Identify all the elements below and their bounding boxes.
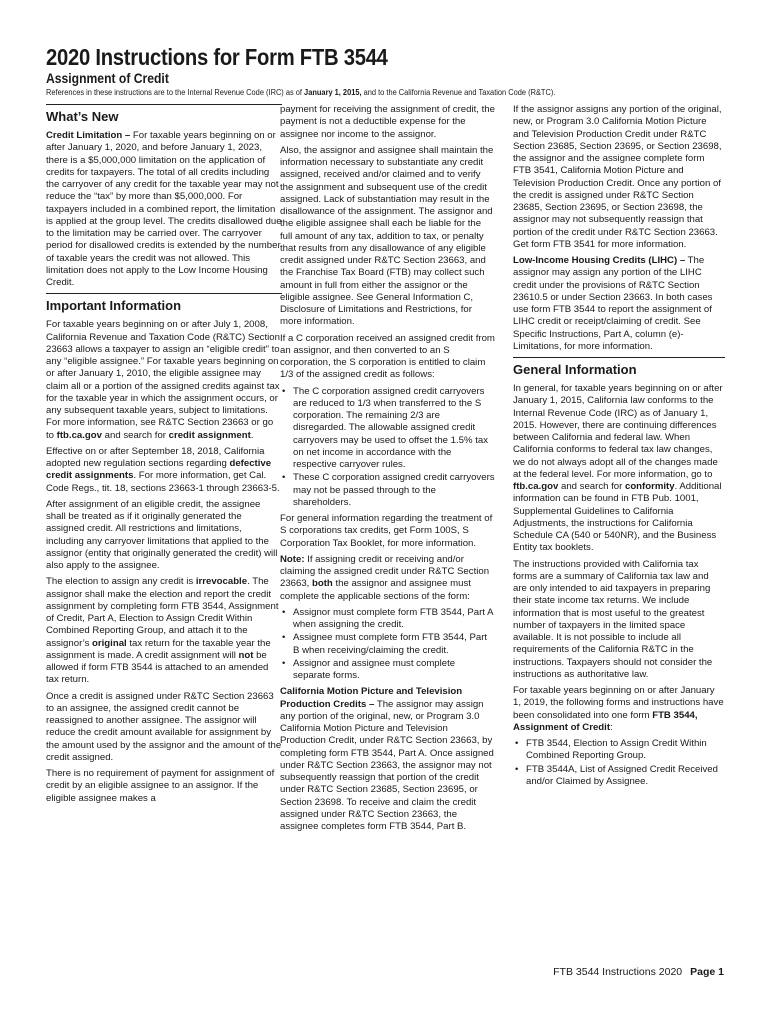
- bullet-list-s-corp: [280, 386, 495, 510]
- list-item: • Assignor must complete form FTB 3544, Part A when assigning the credit.: [282, 606, 493, 630]
- paragraph: For taxable years beginning on or after January 1, 2019, the following forms and instructions have been consolidated into one form FTB 3544, Assignment of Credit:: [513, 685, 724, 733]
- paragraph: After assignment of an eligible credit, the assignee shall be treated as if it originally generated the assigned credit. All restrictions and limitations, including any carryover limitations that applied to the assignor (entity that originally generated the credit) will also apply to the assignee.: [46, 498, 278, 571]
- link-ftb-website[interactable]: ftb.ca.gov: [513, 481, 559, 492]
- paragraph: Also, the assignor and assignee shall maintain the information necessary to substantiate any credit assigned, received and/or claimed and to verify the assignment and subsequent use of the credit assigned. Lack of substantiation may result in the disallowance of the assignment. The assignor and the eligible assignee shall each be liable for the full amount of any tax, addition to tax, or penalty that results from any disallowance of any eligible credit assigned under R&TC Section 23663, and the Franchise Tax Board (FTB) may collect such amount in full from either the assignor or the eligible assignee. See General Information C, Disclosure of Limitations and Restrictions, for more information.: [280, 144, 494, 328]
- paragraph: Credit Limitation – For taxable years beginning on or after January 1, 2020, and before January 1, 2023, there is a $5,000,000 limitation on the application of credits for taxpayers. The total of all credits including the carryover of any credit for the taxable year may not reduce the “tax” by more than $5,000,000. For taxpayers included in a combined report, the limitation is applied at the group level. The credits disallowed due to the limitation may be carried over. The carryover period for disallowed credits is extended by the number of taxable years the credit was not allowed. This limitation does not apply to the Low Income Housing Credit.: [46, 130, 282, 288]
- paragraph: Once a credit is assigned under R&TC Section 23663 to an assignee, the assigned credit cannot be reassigned to another assignee. The assignor will reduce the credit amount available for assignment by the amount used by the assignor and the amount of the credit assigned.: [46, 690, 282, 763]
- bullet-list-form-parts: [280, 607, 495, 683]
- paragraph: Note: If assigning credit or receiving and/or claiming the assigned credit under R&TC Section 23663, both the assignor and assignee must complete the applicable sections of the form:: [280, 553, 490, 602]
- paragraph: The instructions provided with California tax forms are a summary of California tax law and are only intended to aid taxpayers in preparing their state income tax returns. We include information that is most useful to the greatest number of taxpayers in the limited space available. It is not possible to include all requirements of the California R&TC in the instructions. Taxpayers should not consider the instructions as authoritative law.: [513, 558, 713, 680]
- page-footer: [553, 966, 724, 978]
- paragraph: Low-Income Housing Credits (LIHC) – The assignor may assign any portion of the LIHC credit under the provisions of R&TC Section 23610.5 or under Section 23663. In both cases use form FTB 3544 to report the assignment of LIHC credit or receipt/claiming of credit. See Specific Instructions, Part A, column (e)- Limitations, for more information.: [513, 255, 713, 352]
- section-heading-whats-new: What’s New: [46, 104, 282, 125]
- list-item: • Assignor and assignee must complete separate forms.: [282, 657, 456, 681]
- section-heading-general-information: General Information: [513, 357, 725, 378]
- page-subtitle: Assignment of Credit: [46, 71, 169, 86]
- column-1: [46, 104, 282, 809]
- link-ftb-website[interactable]: ftb.ca.gov: [56, 429, 102, 441]
- paragraph: Effective on or after September 18, 2018, California adopted new regulation sections regarding defective credit assignments. For more information, get Cal. Code Regs., tit. 18, sections 23663-1 through 23663-5.: [46, 445, 280, 494]
- footer-form-label: FTB 3544 Instructions 2020: [553, 966, 683, 978]
- paragraph: The election to assign any credit is irrevocable. The assignor shall make the election and report the credit assignment by completing form FTB 3544, Assignment of Credit, Part A, Election to Assign Credit Within Combined Reporting Group, and attach it to the assignor’s original tax return for the taxable year the assignment is made. A credit assignment will not be allowed if form FTB 3544 is attached to an amended tax return.: [46, 576, 279, 686]
- paragraph: There is no requirement of payment for assignment of credit by an eligible assignee to an assignor. If the eligible assignee makes a: [46, 768, 275, 804]
- column-3: [513, 104, 725, 792]
- paragraph: If a C corporation received an assigned credit from an assignor, and then converted to an S corporation, the S corporation is entitled to claim 1/3 of the assigned credit as follows:: [280, 332, 495, 381]
- paragraph: In general, for taxable years beginning on or after January 1, 2015, California law conforms to the Internal Revenue Code (IRC) as of January 1, 2015. However, there are continuing differences between California and federal law. When California conforms to federal tax law changes, we do not always adopt all of the changes made at the federal level. For more information, go to ftb.ca.gov and search for conformity. Additional information can be found in FTB Pub. 1001, Supplemental Guidelines to California Adjustments, the instructions for California Schedule CA (540 or 540NR), and the Business Entity tax booklets.: [513, 383, 723, 554]
- paragraph: For general information regarding the treatment of S corporations tax credits, get Form 100S, S Corporation Tax Booklet, for more information.: [280, 513, 493, 549]
- bullet-list-consolidated-forms: [513, 738, 725, 788]
- paragraph: payment for receiving the assignment of credit, the payment is not a deductible expense for the assignee nor income to the assignor.: [280, 104, 495, 140]
- list-item: • FTB 3544, Election to Assign Credit Within Combined Reporting Group.: [515, 738, 707, 762]
- page-title: 2020 Instructions for Form FTB 3544: [46, 44, 388, 70]
- column-2: [280, 104, 495, 837]
- page-number: Page 1: [690, 966, 724, 978]
- paragraph: If the assignor assigns any portion of the original, new, or Program 3.0 California Motion Picture and Television Production Credit under R&TC Section 23685, Section 23695, or Section 23698, the assignor and the assignee complete form FTB 3541, California Motion Picture and Television Production Credit. Once any portion of the credit is assigned under R&TC Section 23685, Section 23695, or Section 23698, the assignor may not subsequently reassign that portion of the credit under R&TC Section 23663. Get form FTB 3541 for more information.: [513, 104, 722, 250]
- list-item: • The C corporation assigned credit carryovers are reduced to 1/3 when transferred to the S corporation. The remaining 2/3 are disregarded. The allowable assigned credit carryovers may be used to offset the 1.5% tax on net income in accordance with the respective carryover rules.: [282, 385, 488, 470]
- references-line: References in these instructions are to the Internal Revenue Code (IRC) as of January 1, 2015, and to the California Revenue and Taxation Code (R&TC).: [46, 88, 556, 97]
- list-item: • FTB 3544A, List of Assigned Credit Received and/or Claimed by Assignee.: [515, 763, 718, 787]
- paragraph: California Motion Picture and Television Production Credits – The assignor may assign any portion of the original, new, or Program 3.0 California Motion Picture and Television Production Credit, under R&TC Section 23663, by completing form FTB 3544, Part A. Once assigned under R&TC Section 23663, the assignor may not subsequently reassign that portion of the credit under R&TC Section 23685, Section 23695, or Section 23698. To receive and claim the credit assigned under R&TC Section 23663, the assignee completes form FTB 3544, Part B.: [280, 686, 494, 832]
- list-item: • Assignee must complete form FTB 3544, Part B when receiving/claiming the credit.: [282, 632, 488, 656]
- list-item: • These C corporation assigned credit carryovers may not be passed through to the shareholders.: [282, 472, 495, 508]
- section-heading-important-information: Important Information: [46, 293, 282, 314]
- paragraph: For taxable years beginning on or after July 1, 2008, California Revenue and Taxation Code (R&TC) Section 23663 allows a taxpayer to assign an “eligible credit” to any “eligible assignee.” For taxable years beginning on or after January 1, 2010, the eligible assignee may claim all or a portion of the assigned credits against tax for the taxable year in which the assignment occurs, or any subsequent taxable years, subject to limitations. For more information, see R&TC Section 23663 or go to ftb.ca.gov and search for credit assignment.: [46, 319, 280, 441]
